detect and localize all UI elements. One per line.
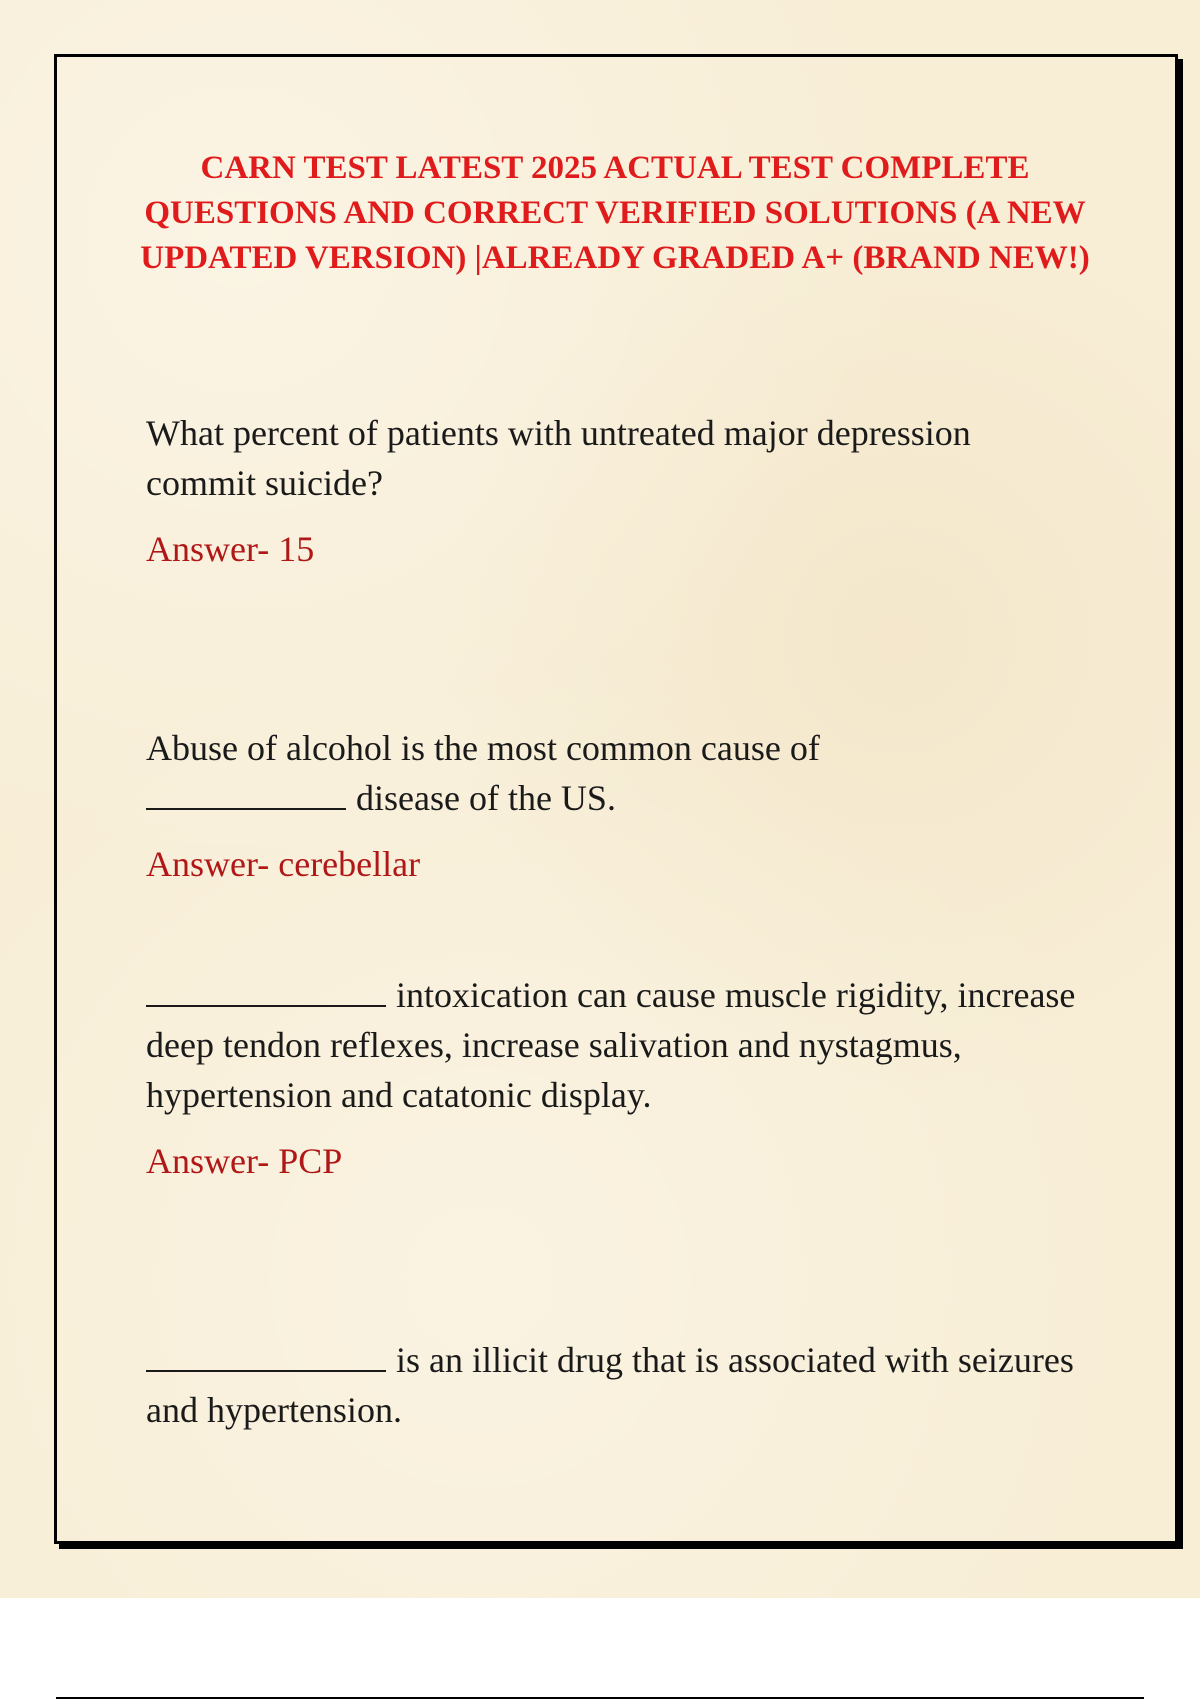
footer-divider: [56, 1697, 1144, 1699]
fill-in-blank: [146, 1340, 386, 1372]
question-block-2: [146, 723, 1086, 889]
fill-in-blank: [146, 975, 386, 1007]
question-text-part: intoxication can cause muscle rigidity, increase deep tendon reflexes, increase salivation and nystagmus, hypertension and catatonic display.: [146, 975, 1076, 1115]
question-block-4: [146, 1335, 1086, 1435]
answer-text: Answer- 15: [146, 529, 315, 569]
question-block-1: [146, 408, 1086, 574]
answer-text: Answer- PCP: [146, 1141, 343, 1181]
question-text-part: Abuse of alcohol is the most common cause of: [146, 728, 820, 768]
question-text-part: is an illicit drug that is associated with seizures and hypertension.: [146, 1340, 1074, 1430]
question-text: [146, 970, 1086, 1120]
question-text: [146, 723, 1086, 823]
question-text: [146, 1335, 1086, 1435]
answer-text: Answer- cerebellar: [146, 844, 421, 884]
question-block-3: [146, 970, 1086, 1186]
document-title: CARN TEST LATEST 2025 ACTUAL TEST COMPLETE QUESTIONS AND CORRECT VERIFIED SOLUTIONS (A NEW UPDATED VERSION) |ALREADY GRADED A+ (BRAND NEW!): [140, 150, 1090, 276]
question-text-part: disease of the US.: [356, 778, 616, 818]
question-text: What percent of patients with untreated major depression commit suicide?: [146, 413, 971, 503]
fill-in-blank: [146, 778, 346, 810]
